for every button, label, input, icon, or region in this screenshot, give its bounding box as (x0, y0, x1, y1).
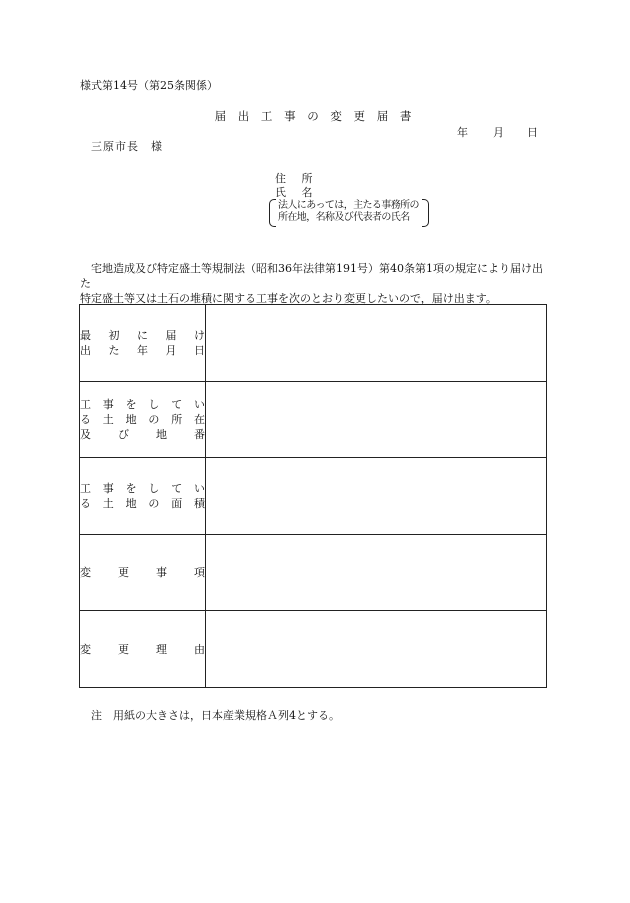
row-value-change-reason[interactable] (206, 611, 547, 688)
row-value-change-items[interactable] (206, 534, 547, 611)
label-char: を (125, 481, 137, 495)
label-char: 変 (80, 566, 91, 580)
label-line (80, 496, 205, 511)
body-line: 特定盛土等又は土石の堆積に関する工事を次のとおり変更したいので，届け出ます。 (80, 292, 497, 305)
label-char: 事 (102, 481, 114, 495)
table-row (80, 305, 547, 382)
label-line (80, 343, 205, 358)
label-char: の (148, 412, 160, 426)
label-char: 出 (80, 343, 91, 357)
label-char: び (118, 427, 129, 441)
document-title: 届 出 工 事 の 変 更 届 書 (214, 109, 416, 123)
label-char: て (171, 481, 183, 495)
label-char: 理 (156, 642, 167, 656)
label-char: 変 (80, 642, 91, 656)
label-char: 初 (108, 328, 120, 342)
label-char: て (171, 397, 183, 411)
bracket-right (422, 199, 429, 227)
label-char: し (148, 481, 160, 495)
table-row (80, 458, 547, 535)
label-char: 地 (125, 412, 137, 426)
label-char: 年 (137, 343, 148, 357)
row-label-construction-land-area (80, 458, 206, 535)
label-char: 積 (193, 496, 205, 510)
row-value-first-notified-date[interactable] (206, 305, 547, 382)
label-char: 土 (102, 496, 114, 510)
row-label-change-reason (80, 611, 206, 688)
label-char: 項 (194, 566, 205, 580)
row-label-change-items (80, 534, 206, 611)
label-char: 事 (156, 566, 167, 580)
date-year-label: 年 (457, 126, 468, 139)
label-char: い (193, 481, 205, 495)
label-line (80, 427, 205, 442)
label-char: 番 (194, 427, 205, 441)
table-row (80, 534, 547, 611)
label-char: け (194, 328, 205, 342)
corporate-note-line: 法人にあっては，主たる事務所の (278, 200, 419, 211)
label-char: る (80, 412, 91, 426)
corporate-note-line: 所在地，名称及び代表者の氏名 (278, 212, 410, 223)
label-char: 面 (171, 496, 183, 510)
label-char: 工 (80, 397, 91, 411)
footnote: 注 用紙の大きさは，日本産業規格Ａ列4とする。 (91, 709, 340, 722)
label-char: い (193, 397, 205, 411)
label-char: る (80, 496, 91, 510)
label-char: 更 (118, 566, 129, 580)
label-char: 最 (80, 328, 91, 342)
row-label-construction-land-location (80, 381, 206, 458)
address-label: 住 所 (275, 172, 319, 185)
date-month-label: 月 (493, 126, 504, 139)
label-line (80, 642, 205, 657)
label-char: 工 (80, 481, 91, 495)
table-row (80, 381, 547, 458)
body-line: 宅地造成及び特定盛土等規制法（昭和36年法律第191号）第40条第1項の規定により届け出た (80, 262, 543, 290)
label-char: 由 (194, 642, 205, 656)
label-char: 及 (80, 427, 91, 441)
label-char: し (148, 397, 160, 411)
label-char: に (137, 328, 148, 342)
row-label-first-notified-date (80, 305, 206, 382)
label-char: 日 (194, 343, 205, 357)
table-row (80, 611, 547, 688)
label-char: 届 (165, 328, 177, 342)
label-char: 土 (102, 412, 114, 426)
label-line (80, 397, 205, 412)
body-paragraph (80, 261, 550, 306)
label-char: 地 (156, 427, 167, 441)
label-line (80, 481, 205, 496)
label-char: 所 (171, 412, 183, 426)
bracket-left (269, 199, 276, 227)
label-char: 地 (125, 496, 137, 510)
change-form-table (79, 304, 547, 688)
label-line (80, 412, 205, 427)
corporate-note (269, 199, 429, 225)
form-number: 様式第14号（第25条関係） (80, 79, 218, 92)
row-value-construction-land-location[interactable] (206, 381, 547, 458)
name-label: 氏 名 (275, 186, 319, 199)
label-char: 事 (102, 397, 114, 411)
label-char: を (125, 397, 137, 411)
date-day-label: 日 (527, 126, 538, 139)
label-line (80, 328, 205, 343)
label-char: 更 (118, 642, 129, 656)
label-char: た (108, 343, 120, 357)
label-char: 在 (193, 412, 205, 426)
label-char: の (148, 496, 160, 510)
label-char: 月 (165, 343, 177, 357)
row-value-construction-land-area[interactable] (206, 458, 547, 535)
label-line (80, 565, 205, 580)
addressee: 三原市長 様 (91, 140, 163, 153)
